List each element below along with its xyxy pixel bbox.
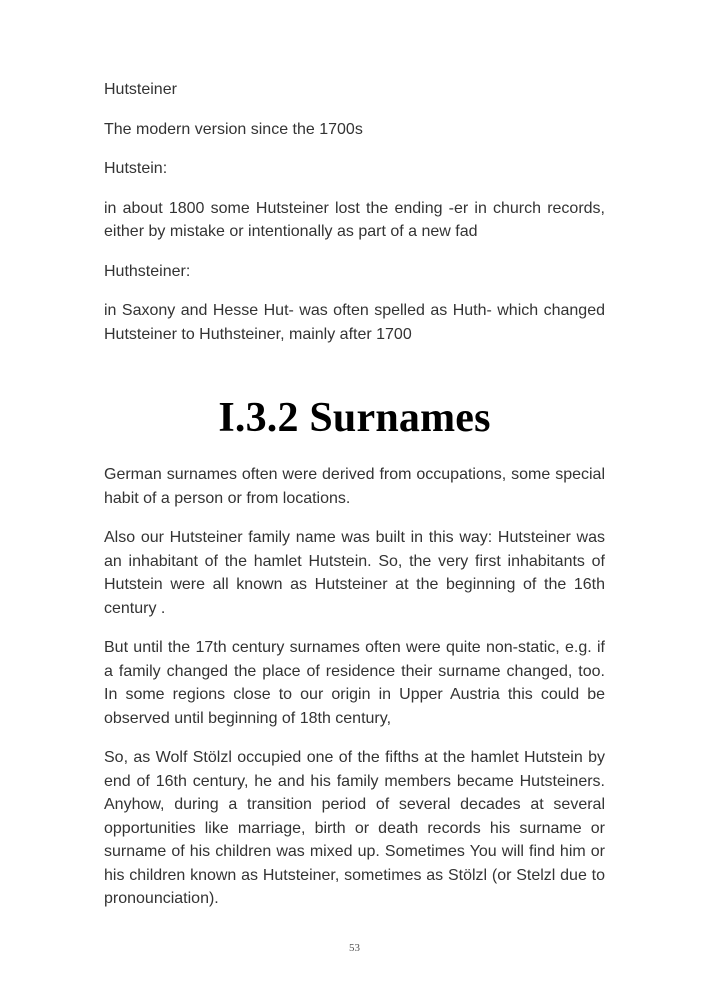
body-paragraph: German surnames often were derived from occupations, some special habit of a person or from locations. bbox=[104, 466, 605, 507]
section-heading: I.3.2 Surnames bbox=[218, 395, 491, 441]
name-variant-description: in Saxony and Hesse Hut- was often spelled as Huth- which changed Hutsteiner to Huthsteiner, mainly after 1700 bbox=[104, 302, 605, 343]
body-paragraph: But until the 17th century surnames often were quite non-static, e.g. if a family changed the place of residence their surname changed, too. In some regions close to our origin in Upper Austria this could be observed until beginning of 18th century, bbox=[104, 639, 605, 727]
name-variant-label: Huthsteiner: bbox=[104, 262, 191, 280]
name-variant-description: in about 1800 some Hutsteiner lost the ending -er in church records, either by mistake or intentionally as part of a new fad bbox=[104, 199, 605, 240]
page-content bbox=[104, 78, 605, 927]
body-paragraph: So, as Wolf Stölzl occupied one of the fifths at the hamlet Hutstein by end of 16th century, he and his family members became Hutsteiners. Anyhow, during a transition period of several decades at several opportunities like marriage, birth or death records his surname or surname of his children was mixed up. Sometimes You will find him or his children known as Hutsteiner, sometimes as Stölzl (or Stelzl due to pronounciation). bbox=[104, 749, 605, 907]
name-variant-label: Hutstein: bbox=[104, 160, 168, 177]
body-paragraph: Also our Hutsteiner family name was built in this way: Hutsteiner was an inhabitant of the hamlet Hutstein. So, the very first inhabitants of Hutstein were all known as Hutsteiner at the beginning of the 16th century . bbox=[104, 529, 605, 617]
page-number: 53 bbox=[349, 942, 360, 954]
name-variant-label: Hutsteiner bbox=[104, 81, 177, 98]
name-variant-description: The modern version since the 1700s bbox=[104, 120, 363, 138]
